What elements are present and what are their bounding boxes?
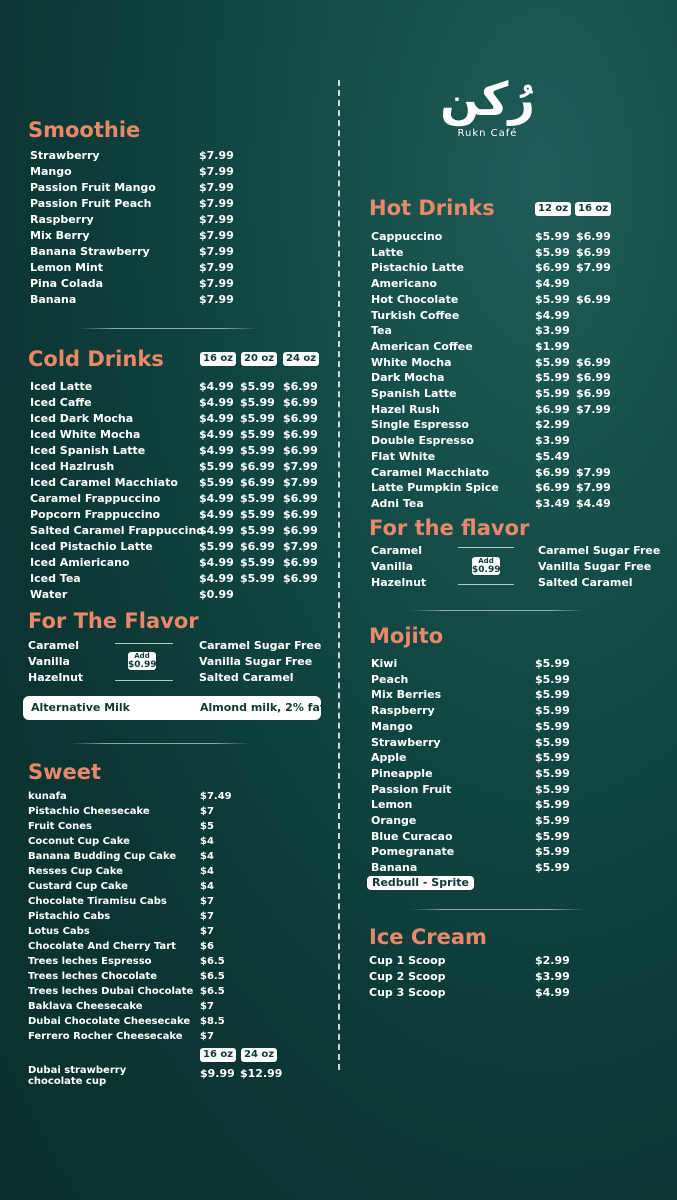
logo-arabic: رُكن: [440, 72, 535, 126]
menu-item-price: $7.49: [200, 791, 232, 802]
menu-item-price: $5.99: [535, 230, 570, 243]
menu-item-price: $5: [200, 821, 214, 832]
menu-item-price: $7.99: [199, 149, 234, 162]
flavor-caramel-sf: Caramel Sugar Free: [538, 544, 661, 557]
smoothie-title: Smoothie: [28, 118, 141, 142]
menu-item-name: Caramel Frappuccino: [30, 492, 161, 505]
add-label: Add: [134, 652, 150, 660]
menu-item-price: $5.99: [199, 476, 234, 489]
menu-item-name: Cup 2 Scoop: [369, 970, 446, 983]
menu-item-price: $6.99: [283, 556, 318, 569]
menu-item-name: Hot Chocolate: [371, 292, 459, 306]
flavor-vanilla-sf: Vanilla Sugar Free: [538, 560, 652, 573]
menu-item-price: $7.99: [576, 465, 611, 479]
menu-item-name: Apple: [371, 751, 407, 765]
menu-item-price: $5.99: [535, 782, 570, 796]
menu-item-name: Pistachio Cheesecake: [28, 806, 150, 817]
menu-item-name: Iced Caffe: [30, 396, 92, 409]
menu-item-price: $6.99: [576, 387, 611, 400]
menu-item-price: $6.99: [535, 261, 570, 275]
menu-item-price: $7.99: [283, 540, 318, 553]
menu-item-price: $6: [200, 941, 214, 952]
size-badge-16oz: 16 oz: [200, 1048, 236, 1062]
alternative-milk-box: [23, 696, 326, 720]
menu-item-price: $7.99: [283, 476, 318, 489]
menu-item-price: $7: [200, 806, 214, 817]
menu-item-name: Lemon Mint: [30, 261, 103, 274]
menu-item-name: Mango: [30, 165, 72, 178]
menu-item-name: Peach: [371, 672, 409, 686]
menu-item-name: Trees leches Espresso: [28, 956, 152, 967]
add-price-badge: [128, 652, 156, 670]
menu-item-price: $5.99: [535, 292, 570, 306]
menu-item-name: Chocolate Tiramisu Cabs: [28, 896, 167, 907]
size-badge-24oz: 24 oz: [241, 1048, 277, 1062]
menu-item-price: $7.99: [199, 261, 234, 274]
menu-item-name: Trees leches Chocolate: [28, 971, 157, 982]
special-item-line2: chocolate cup: [28, 1076, 107, 1087]
menu-item-price: $5.49: [535, 449, 570, 463]
menu-item-price: $7.99: [199, 213, 234, 226]
menu-item-price: $5.99: [535, 845, 570, 859]
menu-item-price: $4.99: [199, 556, 234, 569]
menu-item-price: $4.99: [199, 508, 234, 521]
menu-item-name: Double Espresso: [371, 434, 474, 448]
separator: [78, 328, 258, 329]
menu-item-name: Turkish Coffee: [371, 308, 460, 322]
menu-item-name: Iced Spanish Latte: [30, 444, 146, 457]
menu-item-name: Lemon: [371, 798, 413, 812]
menu-item-name: Strawberry: [30, 149, 100, 162]
menu-item-price: $6.99: [283, 380, 318, 393]
sweet-title: Sweet: [28, 760, 102, 784]
menu-item-price: $7.99: [199, 245, 234, 258]
menu-item-price: $7.99: [199, 197, 234, 210]
menu-item-price: $7.99: [199, 293, 234, 306]
menu-item-name: Water: [30, 588, 68, 601]
add-label: Add: [478, 557, 494, 565]
menu-item-price: $6.99: [283, 572, 318, 585]
menu-item-price: $6.99: [283, 396, 318, 409]
menu-item-price: $6.99: [576, 230, 611, 243]
menu-item-name: Blue Curacao: [371, 829, 453, 843]
menu-item-price: $4.99: [199, 524, 234, 537]
menu-item-price: $7.99: [199, 181, 234, 194]
menu-item-price: $7.99: [576, 261, 611, 275]
menu-item-price: $5.99: [240, 524, 275, 537]
menu-item-price: $5.99: [535, 355, 570, 369]
size-badge-16oz: 16 oz: [200, 352, 236, 366]
special-price-24oz: $12.99: [240, 1067, 283, 1080]
menu-item-price: $7: [200, 1031, 214, 1042]
menu-item-price: $6.99: [240, 540, 275, 553]
flavor-hazelnut: Hazelnut: [371, 576, 427, 589]
menu-item-price: $4.99: [199, 380, 234, 393]
menu-item-price: $5.99: [199, 460, 234, 473]
menu-item-price: $5.99: [535, 704, 570, 718]
menu-item-name: Banana Budding Cup Cake: [28, 851, 177, 862]
menu-item-name: Iced Caramel Macchiato: [30, 476, 178, 489]
menu-item-price: $6.99: [283, 428, 318, 441]
menu-item-price: $6.99: [240, 476, 275, 489]
flavor-hazelnut: Hazelnut: [28, 671, 84, 684]
menu-item-name: Spanish Latte: [371, 387, 457, 400]
menu-item-name: Strawberry: [371, 735, 441, 749]
menu-item-name: Latte Pumpkin Spice: [371, 481, 499, 495]
add-price: $0.99: [472, 565, 501, 575]
menu-item-name: Chocolate And Cherry Tart: [28, 941, 176, 952]
menu-item-price: $5.99: [240, 508, 275, 521]
menu-item-price: $6.99: [576, 292, 611, 306]
menu-item-price: $6.99: [240, 460, 275, 473]
flavor-title-right: For the flavor: [369, 516, 530, 540]
menu-item-price: $5.99: [535, 672, 570, 686]
menu-item-price: $7: [200, 911, 214, 922]
menu-item-name: Cappuccino: [371, 230, 443, 243]
separator: [410, 610, 585, 611]
size-badge-16oz: 16 oz: [575, 202, 611, 216]
menu-item-price: $5.99: [240, 428, 275, 441]
menu-item-price: $5.99: [535, 245, 570, 259]
menu-item-name: Iced Tea: [30, 572, 81, 585]
menu-item-name: kunafa: [28, 791, 67, 802]
menu-item-price: $4.49: [576, 496, 611, 510]
menu-item-name: Salted Caramel Frappuccino: [30, 524, 204, 537]
menu-item-price: $6.99: [283, 492, 318, 505]
menu-item-name: Mango: [371, 719, 413, 733]
menu-item-price: $5.99: [240, 380, 275, 393]
menu-item-price: $4: [200, 851, 214, 862]
menu-item-name: Pistachio Cabs: [28, 911, 111, 922]
add-price-badge: [472, 557, 500, 575]
menu-item-name: American Coffee: [371, 339, 473, 353]
menu-item-price: $4.99: [535, 986, 570, 999]
menu-item-name: Raspberry: [371, 704, 435, 718]
menu-item-price: $7: [200, 896, 214, 907]
menu-item-price: $7.99: [576, 402, 611, 416]
menu-item-name: Iced Hazlrush: [30, 460, 115, 473]
menu-item-price: $6.99: [535, 481, 570, 495]
menu-item-name: Dark Mocha: [371, 371, 445, 385]
menu-item-name: Adni Tea: [371, 496, 424, 510]
alt-milk-label: Alternative Milk: [31, 701, 130, 714]
menu-item-price: $3.99: [535, 324, 570, 338]
menu-item-name: Ferrero Rocher Cheesecake: [28, 1031, 183, 1042]
menu-item-price: $5.99: [535, 814, 570, 827]
add-price: $0.99: [128, 660, 157, 670]
menu-item-name: Trees leches Dubai Chocolate: [28, 986, 194, 997]
flavor-caramel-sf: Caramel Sugar Free: [199, 639, 322, 652]
menu-item-price: $5.99: [199, 540, 234, 553]
menu-item-price: $5.99: [535, 829, 570, 843]
menu-item-price: $5.99: [535, 798, 570, 812]
ice-cream-title: Ice Cream: [369, 925, 487, 949]
menu-item-price: $4: [200, 866, 214, 877]
menu-item-name: Cup 1 Scoop: [369, 954, 446, 967]
flavor-salted-caramel: Salted Caramel: [199, 671, 294, 684]
menu-item-name: Banana: [30, 293, 77, 306]
menu-item-price: $5.99: [240, 492, 275, 505]
menu-item-price: $5.99: [535, 657, 570, 670]
menu-item-name: Fruit Cones: [28, 821, 92, 832]
menu-item-price: $7.99: [576, 481, 611, 495]
menu-item-name: Iced Dark Mocha: [30, 412, 134, 425]
menu-item-price: $3.49: [535, 496, 570, 510]
menu-item-price: $4.99: [199, 428, 234, 441]
menu-item-price: $6.99: [576, 355, 611, 369]
menu-item-name: Banana: [371, 861, 418, 875]
flavor-title-left: For The Flavor: [28, 609, 199, 633]
flavor-vanilla-sf: Vanilla Sugar Free: [199, 655, 313, 668]
menu-item-name: Iced Pistachio Latte: [30, 540, 153, 553]
menu-item-name: Tea: [371, 324, 392, 338]
menu-item-name: Mix Berry: [30, 229, 90, 242]
menu-item-price: $5.99: [240, 444, 275, 457]
logo: [415, 70, 560, 150]
redbull-sprite-tag: Redbull - Sprite: [367, 876, 474, 890]
flavor-salted-caramel: Salted Caramel: [538, 576, 633, 589]
menu-item-price: $5.99: [240, 572, 275, 585]
menu-item-name: Iced Amiericano: [30, 556, 130, 569]
menu-item-price: $5.99: [535, 371, 570, 385]
size-badge-20oz: 20 oz: [241, 352, 277, 366]
menu-item-name: Cup 3 Scoop: [369, 986, 446, 999]
menu-item-price: $4.99: [199, 492, 234, 505]
menu-item-name: Resses Cup Cake: [28, 866, 123, 877]
size-badge-24oz: 24 oz: [283, 352, 319, 366]
menu-item-price: $4.99: [199, 572, 234, 585]
menu-item-price: $5.99: [240, 412, 275, 425]
menu-item-price: $2.99: [535, 418, 570, 432]
column-divider: [338, 80, 340, 1070]
menu-item-name: Raspberry: [30, 213, 94, 226]
special-price-16oz: $9.99: [200, 1067, 235, 1080]
menu-item-price: $6.99: [283, 524, 318, 537]
menu-item-name: Passion Fruit Peach: [30, 197, 152, 210]
menu-item-price: $5.99: [535, 751, 570, 765]
menu-item-name: Kiwi: [371, 657, 398, 670]
menu-item-price: $4: [200, 881, 214, 892]
special-item-line1: Dubai strawberry: [28, 1065, 127, 1076]
menu-item-name: Pistachio Latte: [371, 261, 464, 275]
separator: [410, 909, 585, 910]
menu-item-name: Custard Cup Cake: [28, 881, 128, 892]
size-badge-12oz: 12 oz: [535, 202, 571, 216]
menu-item-price: $5.99: [535, 766, 570, 780]
menu-item-name: Hazel Rush: [371, 402, 440, 416]
menu-item-price: $6.99: [535, 402, 570, 416]
menu-item-name: Lotus Cabs: [28, 926, 90, 937]
menu-item-name: White Mocha: [371, 355, 452, 369]
mojito-title: Mojito: [369, 624, 444, 648]
menu-item-price: $5.99: [240, 396, 275, 409]
menu-item-price: $0.99: [199, 588, 234, 601]
menu-item-price: $4.99: [535, 308, 570, 322]
menu-item-name: Pomegranate: [371, 845, 455, 859]
menu-item-price: $6.5: [200, 956, 225, 967]
menu-item-name: Caramel Macchiato: [371, 465, 490, 479]
menu-item-price: $3.99: [535, 434, 570, 448]
hot-drinks-title: Hot Drinks: [369, 196, 495, 220]
menu-item-price: $5.99: [535, 387, 570, 400]
menu-item-name: Orange: [371, 814, 417, 827]
menu-item-price: $6.99: [283, 508, 318, 521]
menu-item-price: $7.99: [199, 165, 234, 178]
flavor-vanilla: Vanilla: [371, 560, 413, 573]
flavor-vanilla: Vanilla: [28, 655, 70, 668]
menu-item-price: $6.99: [535, 465, 570, 479]
menu-item-price: $6.99: [283, 444, 318, 457]
menu-item-price: $2.99: [535, 954, 570, 967]
menu-item-price: $5.99: [535, 861, 570, 875]
menu-item-price: $7.99: [199, 229, 234, 242]
menu-item-name: Iced White Mocha: [30, 428, 141, 441]
menu-item-name: Passion Fruit: [371, 782, 452, 796]
menu-item-name: Pineapple: [371, 766, 433, 780]
menu-item-price: $7.99: [283, 460, 318, 473]
menu-item-price: $6.99: [576, 371, 611, 385]
menu-item-name: Popcorn Frappuccino: [30, 508, 161, 521]
menu-item-price: $4: [200, 836, 214, 847]
menu-item-price: $6.5: [200, 971, 225, 982]
menu-item-price: $5.99: [535, 688, 570, 702]
menu-item-price: $1.99: [535, 339, 570, 353]
menu-item-price: $4.99: [535, 277, 570, 291]
menu-item-price: $5.99: [240, 556, 275, 569]
menu-item-price: $4.99: [199, 412, 234, 425]
menu-item-name: Baklava Cheesecake: [28, 1001, 143, 1012]
menu-item-price: $6.99: [576, 245, 611, 259]
menu-item-price: $7.99: [199, 277, 234, 290]
menu-item-price: $6.99: [283, 412, 318, 425]
menu-item-price: $4.99: [199, 444, 234, 457]
menu-item-name: Flat White: [371, 449, 436, 463]
menu-item-price: $5.99: [535, 735, 570, 749]
menu-item-price: $7: [200, 1001, 214, 1012]
menu-item-name: Coconut Cup Cake: [28, 836, 130, 847]
menu-item-name: Passion Fruit Mango: [30, 181, 156, 194]
menu-item-name: Iced Latte: [30, 380, 93, 393]
menu-item-price: $8.5: [200, 1016, 225, 1027]
menu-item-name: Banana Strawberry: [30, 245, 150, 258]
menu-item-price: $7: [200, 926, 214, 937]
alt-milk-value: Almond milk, 2% fat: [200, 701, 326, 714]
cold-drinks-title: Cold Drinks: [28, 347, 164, 371]
logo-name: Rukn Café: [457, 128, 518, 139]
flavor-caramel: Caramel: [371, 544, 423, 557]
menu-item-name: Dubai Chocolate Cheesecake: [28, 1016, 191, 1027]
menu-item-price: $6.5: [200, 986, 225, 997]
separator: [70, 743, 250, 744]
flavor-caramel: Caramel: [28, 639, 80, 652]
menu-item-name: Single Espresso: [371, 418, 469, 432]
menu-item-price: $4.99: [199, 396, 234, 409]
menu-item-price: $5.99: [535, 719, 570, 733]
menu-item-price: $3.99: [535, 970, 570, 983]
menu-item-name: Latte: [371, 245, 404, 259]
menu-item-name: Pina Colada: [30, 277, 104, 290]
menu-item-name: Mix Berries: [371, 688, 442, 702]
menu-item-name: Americano: [371, 277, 437, 291]
